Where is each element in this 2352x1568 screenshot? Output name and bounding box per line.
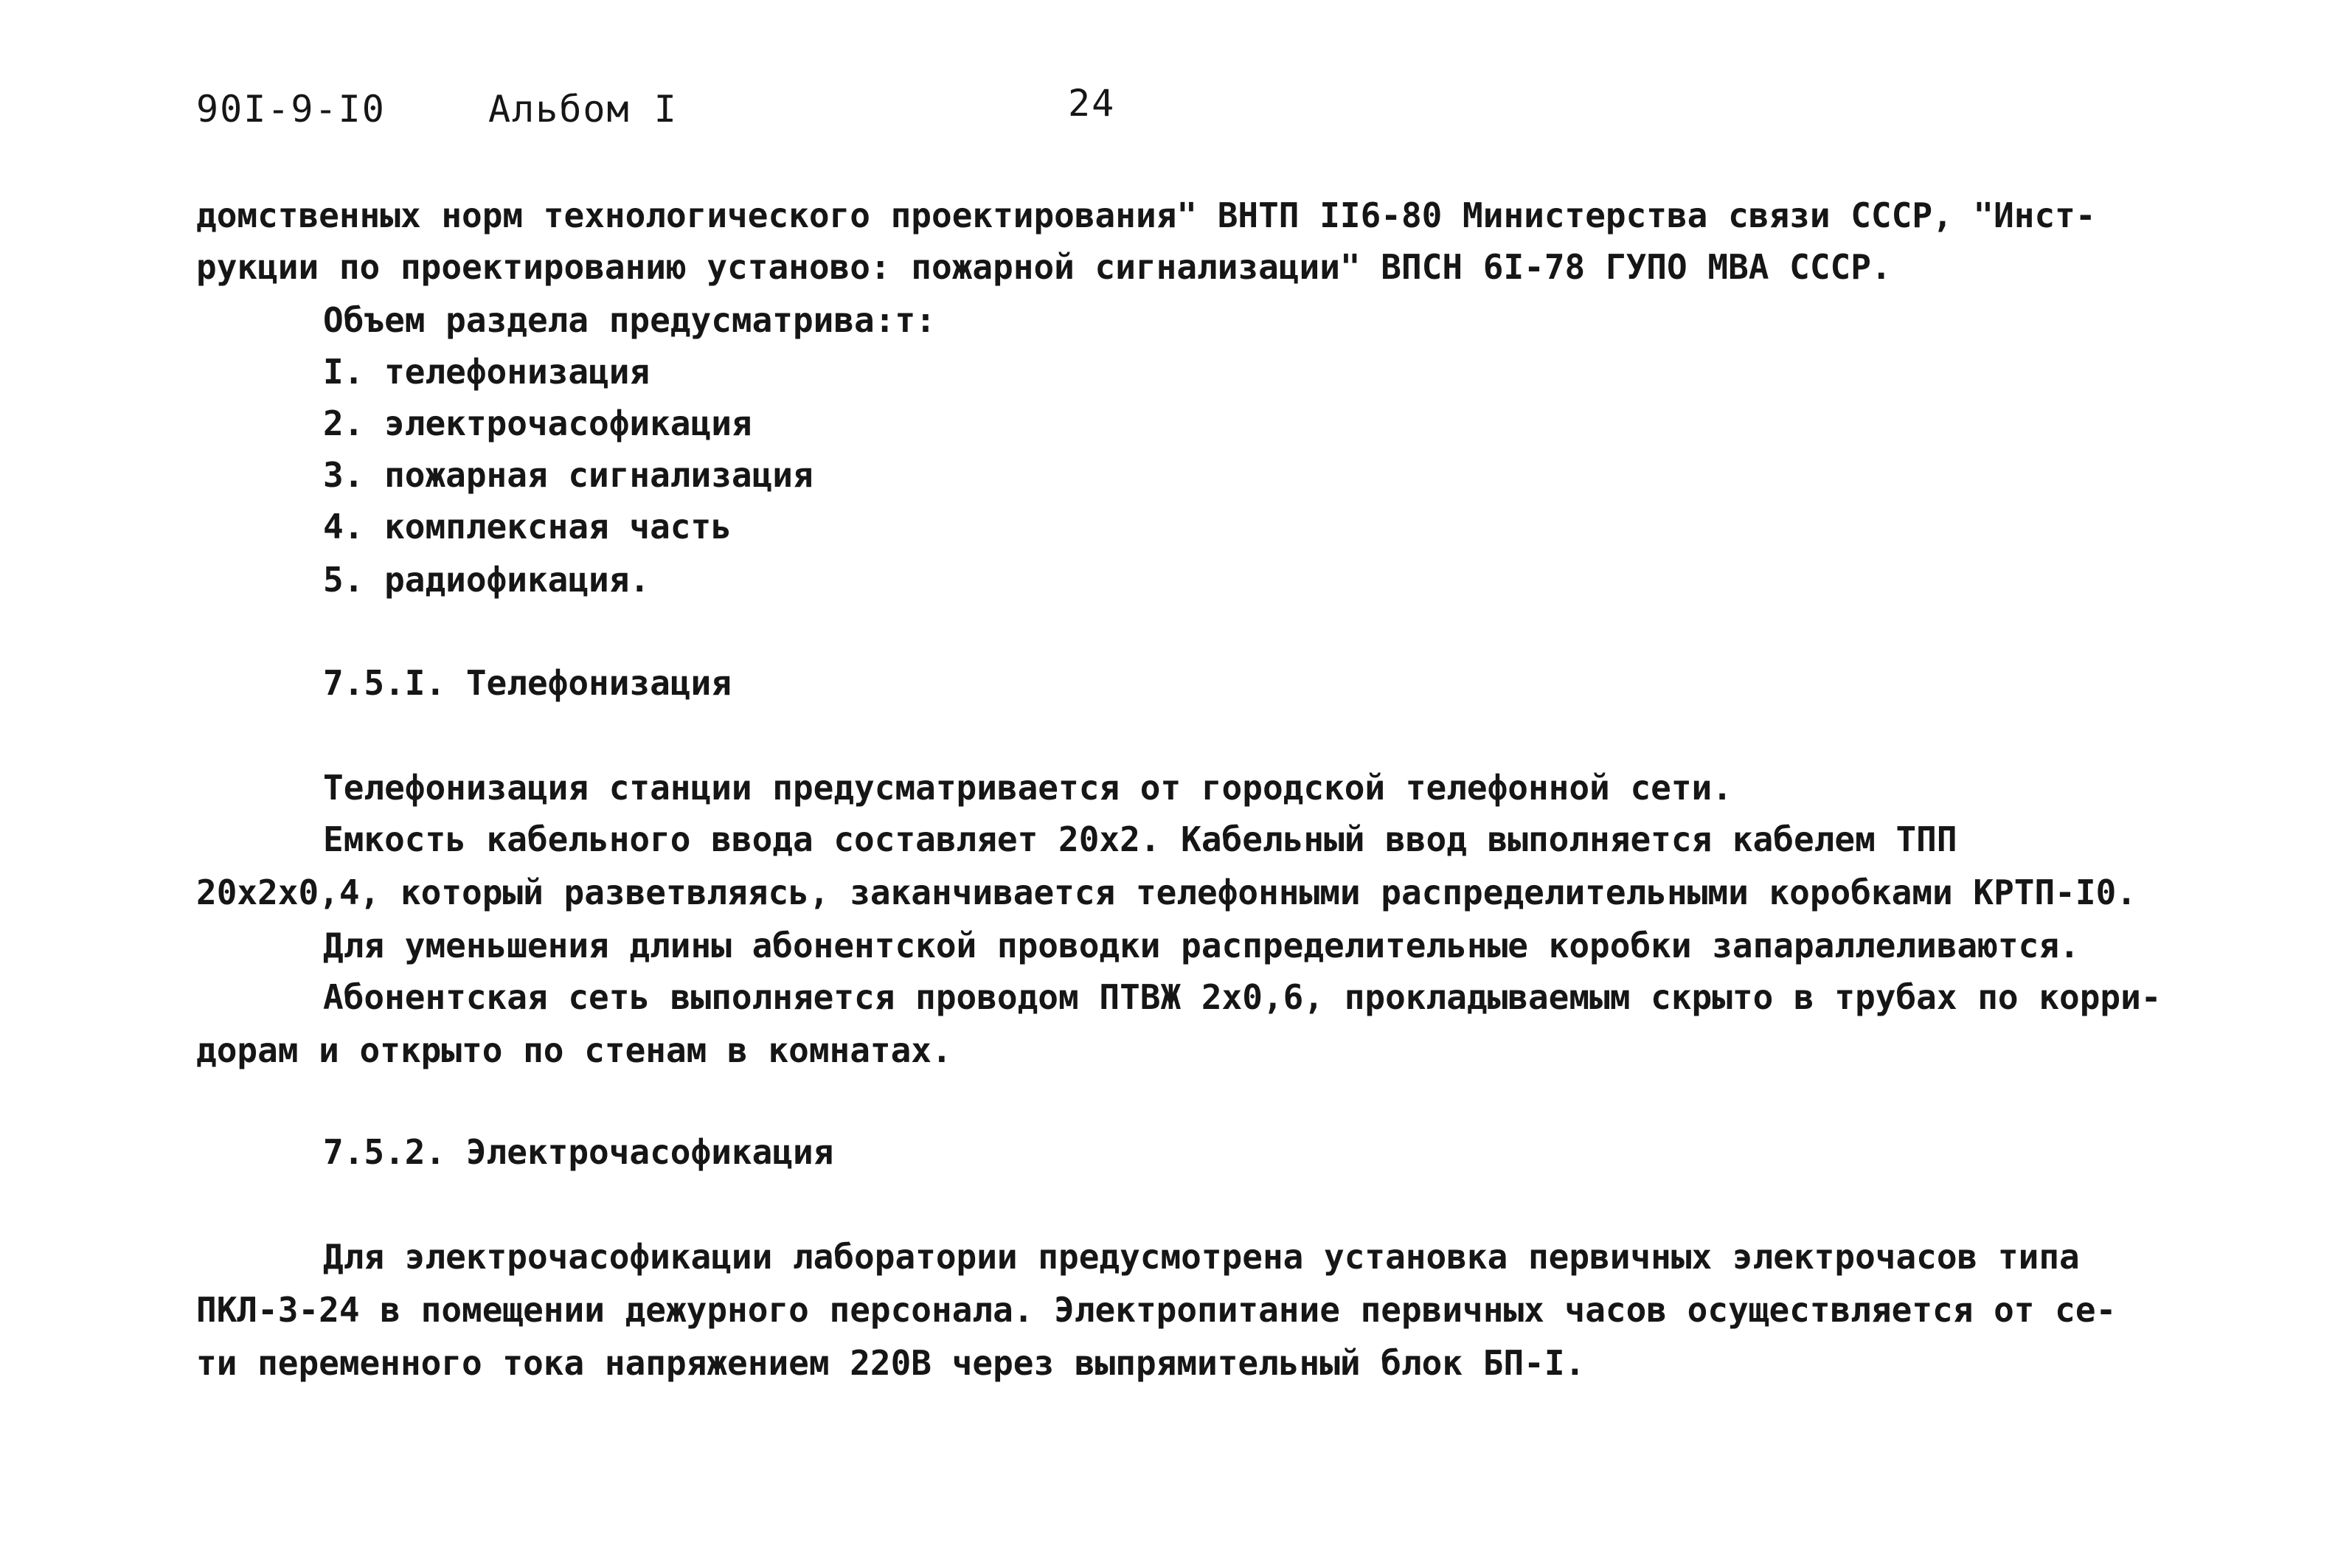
paragraph-line: Для электрочасофикации лаборатории предусмотрена установка первичных электрочасов типа	[323, 1237, 2080, 1277]
paragraph-line: Емкость кабельного ввода составляет 20х2. Кабельный ввод выполняется кабелем ТПП	[323, 819, 1957, 859]
paragraph-line: 20х2х0,4, который разветвляясь, заканчивается телефонными распределительными коробками КРТП-I0.	[196, 873, 2137, 912]
paragraph-line: дорам и открыто по стенам в комнатах.	[196, 1030, 952, 1070]
section-heading: 7.5.I. Телефонизация	[323, 663, 732, 703]
list-item: 4. комплексная часть	[323, 507, 732, 547]
paragraph-line: Для уменьшения длины абонентской проводки распределительные коробки запараллеливаются.	[323, 926, 2080, 965]
list-item: 3. пожарная сигнализация	[323, 455, 814, 495]
album-label: Альбом I	[488, 88, 678, 131]
paragraph-line: рукции по проектированию установо: пожарной сигнализации" ВПСН 6I-78 ГУПО МВА СССР.	[196, 247, 1892, 287]
doc-code: 90I-9-I0	[196, 88, 386, 131]
list-item: 2. электрочасофикация	[323, 403, 752, 443]
list-item: 5. радиофикация.	[323, 560, 651, 600]
paragraph-line: Объем раздела предусматрива:т:	[323, 300, 936, 340]
section-heading: 7.5.2. Электрочасофикация	[323, 1132, 834, 1172]
paragraph-line: ти переменного тока напряжением 220В через выпрямительный блок БП-I.	[196, 1343, 1586, 1383]
paragraph-line: домственных норм технологического проектирования" ВНТП II6-80 Министерства связи СССР, "Инст-	[196, 195, 2096, 235]
paragraph-line: Телефонизация станции предусматривается от городской телефонной сети.	[323, 768, 1732, 808]
paragraph-line: Абонентская сеть выполняется проводом ПТВЖ 2х0,6, прокладываемым скрыто в трубах по корри-	[323, 977, 2162, 1017]
paragraph-line: ПКЛ-3-24 в помещении дежурного персонала. Электропитание первичных часов осуществляется от се-	[196, 1290, 2117, 1330]
list-item: I. телефонизация	[323, 352, 651, 392]
page-number: 24	[1068, 82, 1116, 125]
